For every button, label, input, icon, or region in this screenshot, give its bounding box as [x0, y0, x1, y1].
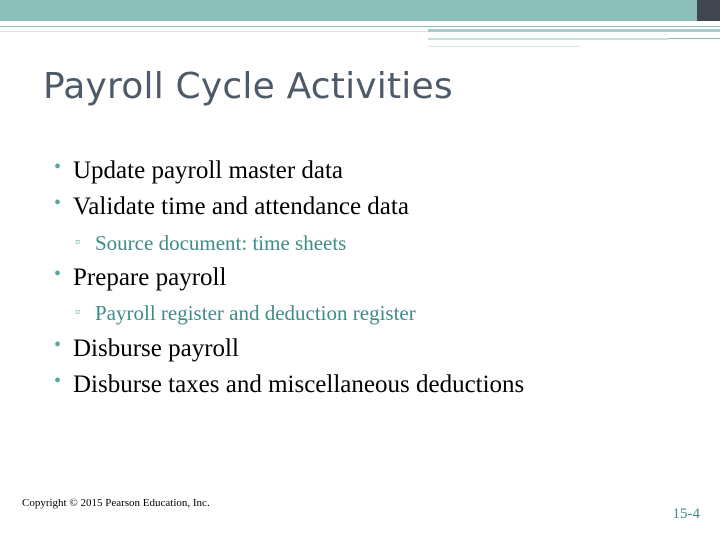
decorative-rule: [428, 46, 580, 47]
page-number: 15-4: [672, 506, 700, 522]
decorative-rule: [428, 29, 720, 32]
bullet-dot-icon: •: [54, 370, 62, 392]
bullet-text: Validate time and attendance data: [73, 193, 409, 220]
bullet-text: Update payroll master data: [73, 157, 344, 184]
bullet-text: Disburse payroll: [73, 335, 239, 362]
bullet-dot-icon: •: [54, 263, 62, 285]
bullet-dot-icon: •: [54, 334, 62, 356]
copyright-notice: Copyright © 2015 Pearson Education, Inc.: [22, 497, 210, 509]
bullet-dot-icon: •: [54, 156, 62, 178]
hollow-square-icon: ▫: [75, 235, 80, 250]
sub-bullet-text: Source document: time sheets: [95, 231, 347, 255]
slide-title: Payroll Cycle Activities: [43, 66, 453, 107]
bullet-text: Prepare payroll: [73, 264, 227, 291]
top-band-corner: [697, 0, 720, 21]
bullet-dot-icon: •: [54, 192, 62, 214]
top-band: [0, 0, 720, 21]
decorative-rule: [668, 38, 720, 39]
decorative-rule: [428, 38, 668, 40]
decorative-rule: [0, 26, 720, 27]
hollow-square-icon: ▫: [75, 305, 80, 320]
sub-bullet-text: Payroll register and deduction register: [95, 301, 416, 325]
decorative-rule: [0, 31, 428, 32]
bullet-text: Disburse taxes and miscellaneous deductions: [73, 371, 525, 398]
